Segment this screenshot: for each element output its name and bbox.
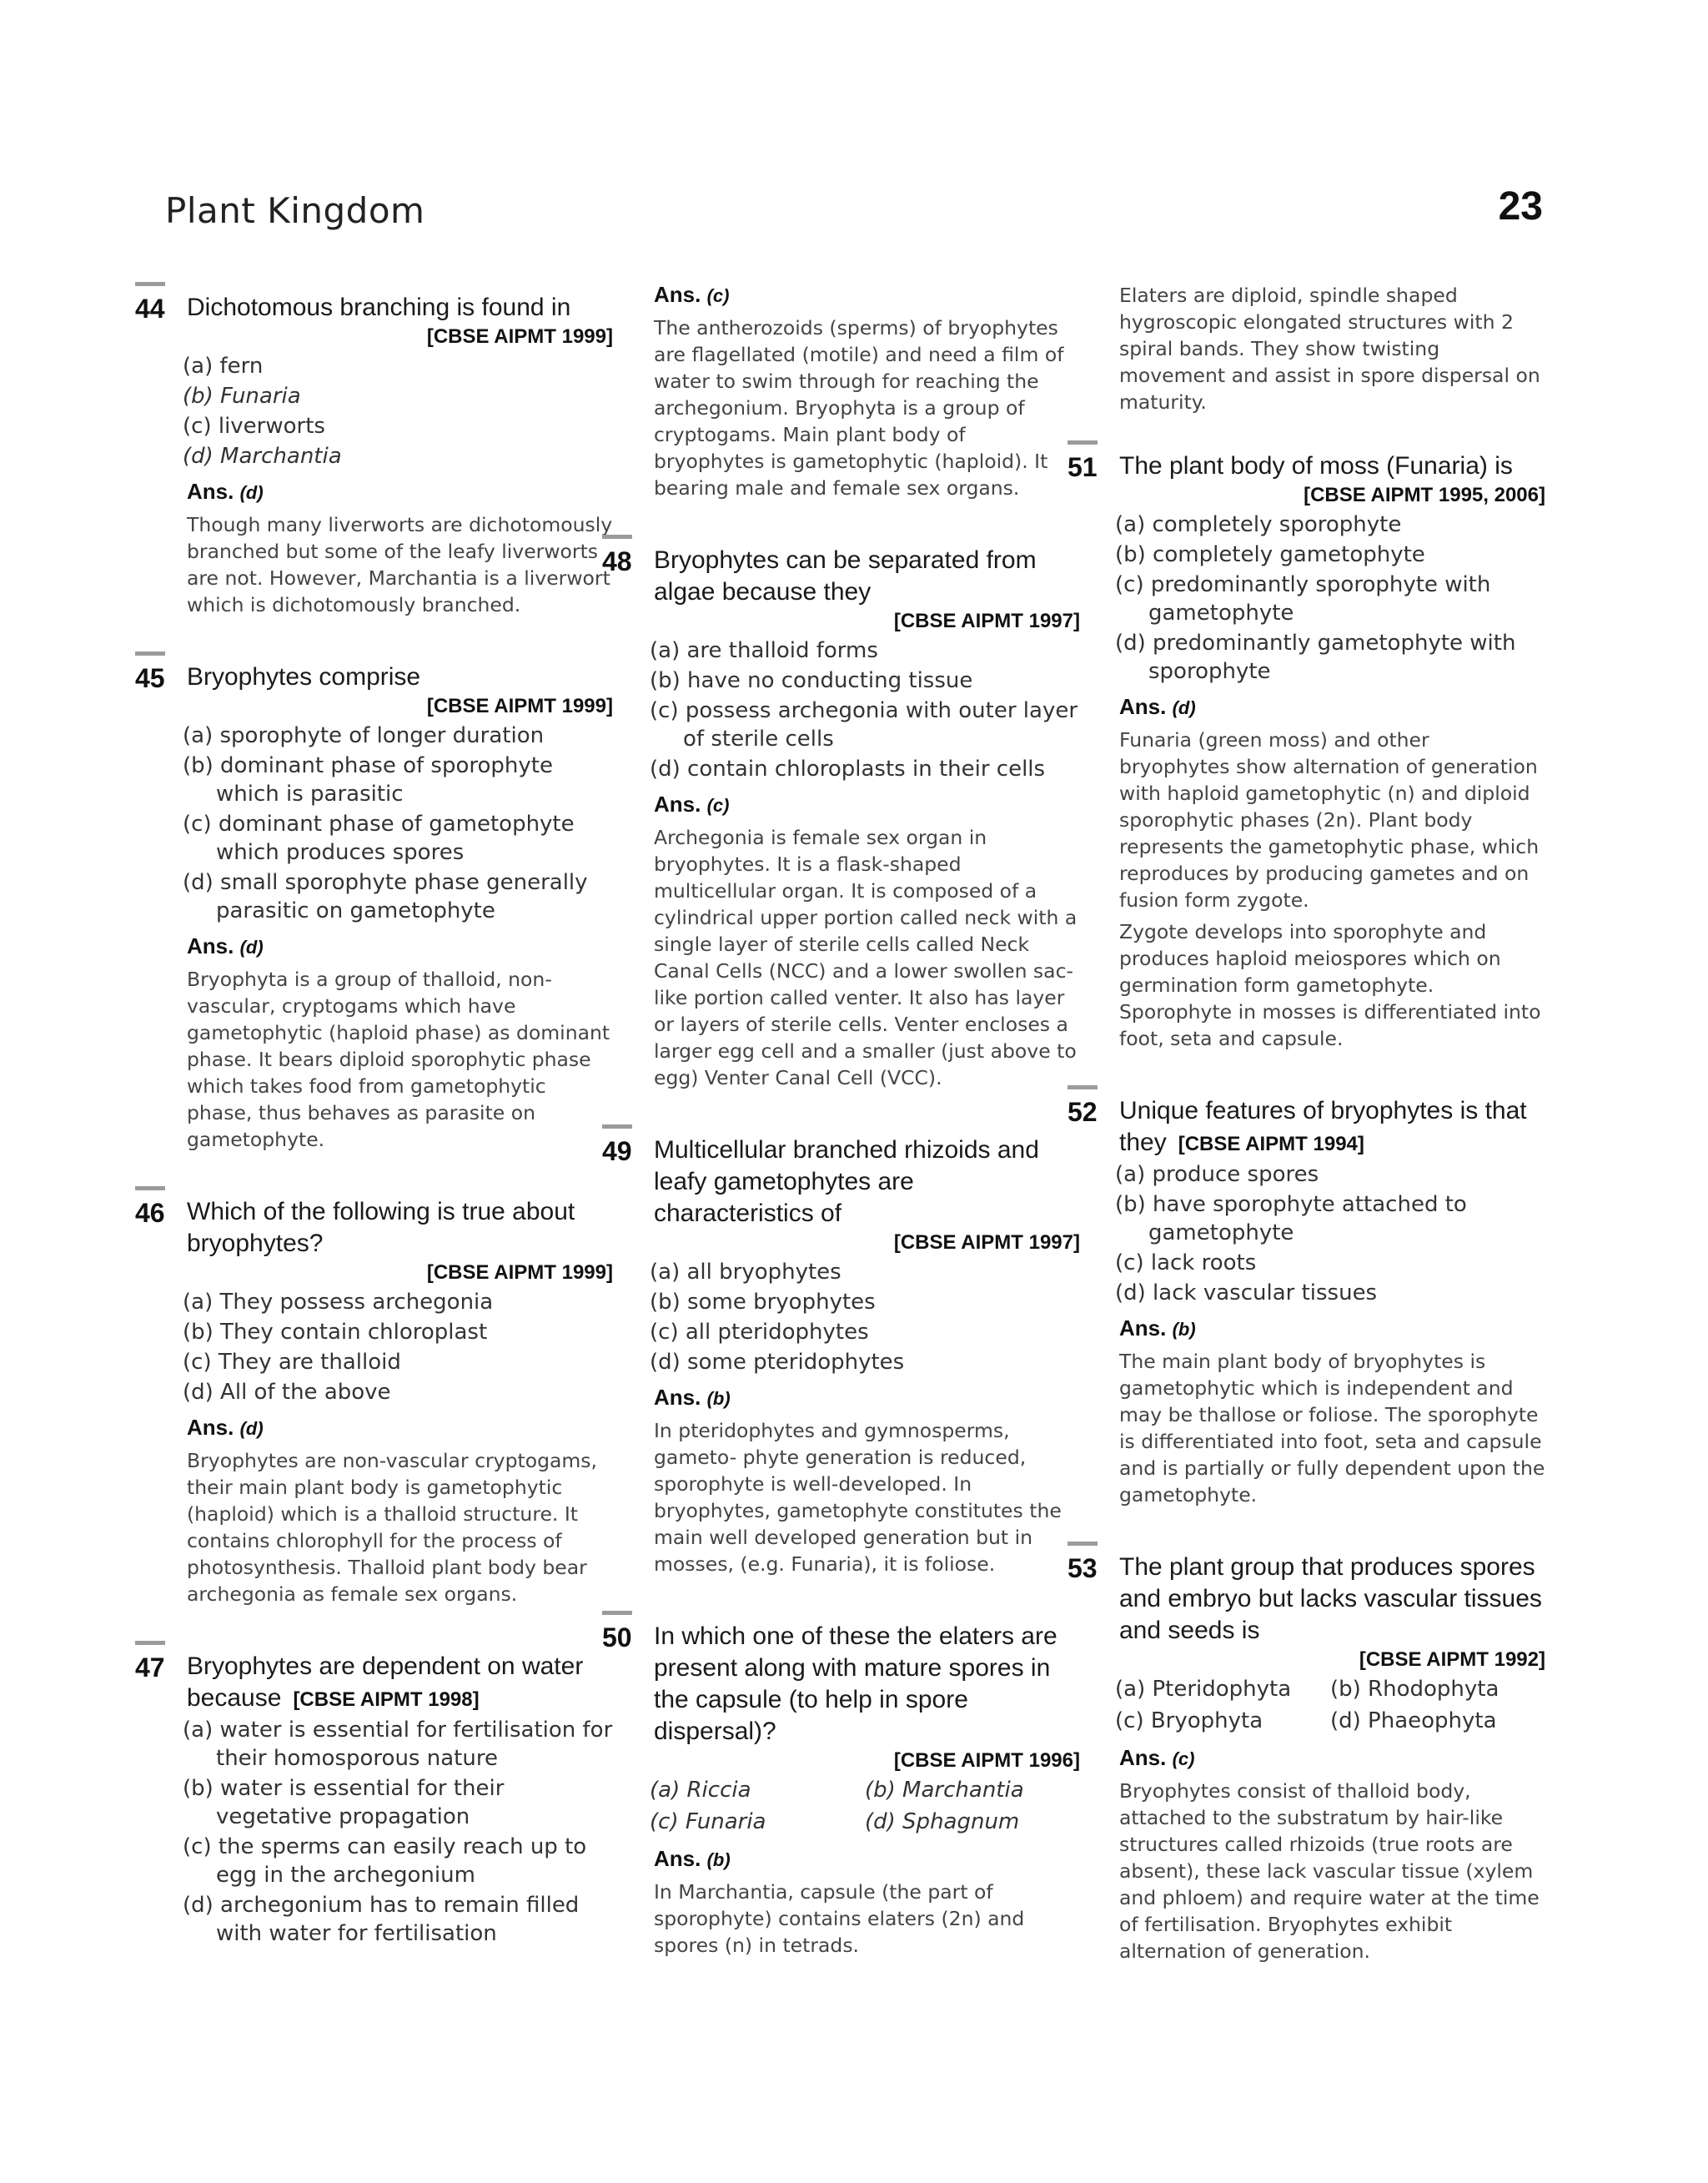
option-b: (b) They contain chloroplast [183,1320,488,1345]
answer-value: (b) [706,1849,731,1870]
answer [654,282,1080,308]
option-c: (c) They are thalloid [183,1350,401,1375]
explanation: Bryophyta is a group of thalloid, non-vascular, cryptogams which have gametophytic (haploid phase) as dominant phase. It bears diploid sporophytic phase which takes food from gametophytic phase, thus behaves as parasite on gametophyte. [187,968,610,1151]
question-48 [602,535,1080,1091]
option-a: (a) water is essential for fertilisation for their homosporous nature [183,1718,613,1771]
question-text: Multicellular branched rhizoids and leafy gametophytes are characteristics of [654,1136,1039,1227]
option-c: (c) lack roots [1115,1250,1257,1275]
column-1 [135,282,613,1949]
options [183,352,613,470]
explanation: Bryophytes consist of thalloid body, attached to the substratum by hair-like structures called rhizoids (true roots are absent), these lack vascular tissue (xylem and phloem) and require water at the time of fertilisation. Bryophytes exhibit alternation of generation. [1119,1779,1540,1963]
exam-tag: [CBSE AIPMT 1997] [893,610,1080,632]
option-b: (b) water is essential for their vegetative propagation [183,1776,505,1829]
option-a: (a) completely sporophyte [1115,512,1402,537]
column-2 [602,282,1080,1959]
option-a: (a) produce spores [1115,1162,1319,1187]
option-a: (a) Pteridophyta [1115,1677,1292,1702]
option-b: (b) Marchantia [865,1778,1024,1803]
question-number: 47 [135,1641,165,1683]
exam-tag: [CBSE AIPMT 1997] [893,1231,1080,1254]
exam-tag: [CBSE AIPMT 1998] [293,1688,480,1711]
option-d: (d) archegonium has to remain filled with water for fertilisation [183,1893,580,1946]
explanation-2: Zygote develops into sporophyte and produces haploid meiospores which on germination form gametophyte. Sporophyte in mosses is differentiated into foot, seta and capsule. [1119,920,1541,1050]
answer [654,1385,1080,1411]
question-text [187,1641,613,1714]
options [650,1258,1080,1376]
options [183,1288,613,1406]
answer-label: Ans. [1119,694,1167,719]
answer [187,1415,613,1441]
explanation: Funaria (green moss) and other bryophytes show alternation of generation with haploid gametophytic (n) and diploid sporophytic phases (2n). Plant body represents the gametophytic phase, which reproduces by producing gametes and on fusion form zygote. [1119,728,1540,912]
options [183,1716,613,1948]
answer-value: (b) [706,1388,731,1409]
question-45 [135,651,613,1153]
answer [187,933,613,959]
question-text: The plant group that produces spores and embryo but lacks vascular tissues and seeds is [1119,1553,1542,1644]
option-b: (b) have sporophyte attached to gametophyte [1115,1192,1467,1245]
answer-label: Ans. [1119,1315,1167,1340]
question-number: 44 [135,282,165,324]
answer-value: (d) [239,1418,264,1439]
option-d: (d) lack vascular tissues [1115,1280,1378,1305]
exam-tag: [CBSE AIPMT 1992] [1359,1648,1545,1671]
option-row-1 [650,1774,1080,1806]
option-c: (c) all pteridophytes [650,1320,869,1345]
exam-tag: [CBSE AIPMT 1999] [426,325,613,348]
option-b: (b) completely gametophyte [1115,542,1425,567]
question-text: Bryophytes comprise [187,663,421,691]
exam-tag: [CBSE AIPMT 1996] [893,1749,1080,1772]
option-d: (d) Sphagnum [865,1809,1020,1834]
option-c: (c) the sperms can easily reach up to egg in the archegonium [183,1834,587,1888]
question-number: 45 [135,651,165,693]
answer-label: Ans. [654,282,701,307]
option-a: (a) They possess archegonia [183,1290,494,1315]
page-number: 23 [1498,184,1543,229]
question-46 [135,1186,613,1607]
answer-label: Ans. [187,479,234,504]
question-44 [135,282,613,618]
option-row-2 [1115,1705,1545,1737]
answer-label: Ans. [654,1846,701,1871]
answer-value: (c) [706,795,730,816]
answer-label: Ans. [654,1385,701,1410]
option-a: (a) sporophyte of longer duration [183,723,545,748]
question-number: 49 [602,1124,632,1166]
question-47 [135,1641,613,1948]
answer-value: (d) [1172,697,1196,718]
explanation-continued: Elaters are diploid, spindle shaped hygroscopic elongated structures with 2 spiral bands. They show twisting movement and assist in spore dispersal on maturity. [1119,284,1540,414]
page-header-title: Plant Kingdom [165,190,425,231]
options [650,1774,1080,1838]
option-d: (d) some pteridophytes [650,1350,905,1375]
question-49 [602,1124,1080,1577]
option-c: (c) liverworts [183,414,325,439]
option-b: (b) some bryophytes [650,1290,876,1315]
question-50 [602,1611,1080,1959]
option-a: (a) are thalloid forms [650,638,878,663]
question-52 [1068,1085,1545,1508]
column-3 [1068,282,1545,1964]
question-number: 53 [1068,1542,1098,1583]
question-text [1119,1085,1545,1159]
question-53 [1068,1542,1545,1964]
options [650,636,1080,783]
answer-value: (d) [239,937,264,958]
options [1115,511,1545,686]
explanation: In Marchantia, capsule (the part of sporophyte) contains elaters (2n) and spores (n) in tetrads. [654,1880,1025,1957]
question-text-body: Unique features of bryophytes is that they [1119,1097,1527,1156]
answer-value: (b) [1172,1319,1196,1340]
option-a: (a) fern [183,354,264,379]
question-50-continued [1068,282,1545,415]
option-d: (d) Phaeophyta [1330,1708,1497,1733]
option-row-1 [1115,1673,1545,1705]
option-b: (b) have no conducting tissue [650,668,973,693]
option-d: (d) predominantly gametophyte with sporophyte [1115,631,1516,684]
option-d: (d) Marchantia [183,444,342,469]
option-c: (c) possess archegonia with outer layer of sterile cells [650,698,1078,752]
option-c: (c) Funaria [650,1809,766,1834]
question-text: Dichotomous branching is found in [187,294,571,321]
exam-tag: [CBSE AIPMT 1999] [426,1261,613,1284]
explanation: Archegonia is female sex organ in bryophytes. It is a flask-shaped multicellular organ. It is composed of a cylindrical upper portion called neck with a single layer of sterile cells called Neck Canal Cells (NCC) and a lower swollen sac-like portion called venter. It also has layer or layers of sterile cells. Venter encloses a larger egg cell and a smaller (just above to egg) Venter Canal Cell (VCC). [654,826,1078,1089]
answer-value: (c) [1172,1748,1195,1769]
answer-value: (c) [706,285,730,306]
option-c: (c) Bryophyta [1115,1708,1263,1733]
options [1115,1673,1545,1737]
options [183,722,613,925]
option-d: (d) contain chloroplasts in their cells [650,757,1046,782]
question-number: 48 [602,535,632,576]
exam-tag: [CBSE AIPMT 1994] [1178,1133,1364,1155]
option-a: (a) all bryophytes [650,1260,841,1285]
answer [654,1846,1080,1872]
option-b: (b) Rhodophyta [1330,1677,1500,1702]
question-text: Which of the following is true about bryophytes? [187,1198,575,1257]
question-47-answer [602,282,1080,501]
answer-value: (d) [239,482,264,503]
option-c: (c) dominant phase of gametophyte which produces spores [183,812,575,865]
question-number: 52 [1068,1085,1098,1127]
answer [1119,694,1545,720]
question-51 [1068,440,1545,1052]
question-text: Bryophytes can be separated from algae because they [654,546,1037,606]
exam-tag: [CBSE AIPMT 1995, 2006] [1304,484,1545,506]
question-text: In which one of these the elaters are present along with mature spores in the capsule (to help in spore dispersal)? [654,1622,1057,1745]
question-text-body: Bryophytes are dependent on water because [187,1652,584,1712]
option-d: (d) small sporophyte phase generally parasitic on gametophyte [183,870,588,923]
options [1115,1160,1545,1307]
explanation: The antherozoids (sperms) of bryophytes are flagellated (motile) and need a film of water to swim through for reaching the archegonium. Bryophyta is a group of cryptogams. Main plant body of bryophytes is gametophytic (haploid). It bearing male and female sex organs. [654,316,1064,500]
answer-label: Ans. [1119,1745,1167,1770]
exam-tag: [CBSE AIPMT 1999] [426,695,613,717]
option-c: (c) predominantly sporophyte with gametophyte [1115,572,1491,626]
question-text: The plant body of moss (Funaria) is [1119,452,1513,480]
option-row-2 [650,1806,1080,1838]
option-d: (d) All of the above [183,1380,391,1405]
answer-label: Ans. [187,933,234,958]
answer-label: Ans. [187,1415,234,1440]
question-number: 51 [1068,440,1098,482]
explanation: Though many liverworts are dichotomously branched but some of the leafy liverworts are not. However, Marchantia is a liverwort which is dichotomously branched. [187,513,613,616]
explanation: The main plant body of bryophytes is gametophytic which is independent and may be thallose or foliose. The sporophyte is differentiated into foot, seta and capsule and is partially or fully dependent upon the gametophyte. [1119,1350,1545,1506]
answer [654,792,1080,817]
question-number: 46 [135,1186,165,1228]
option-b: (b) dominant phase of sporophyte which is parasitic [183,753,553,807]
answer-label: Ans. [654,792,701,817]
question-number: 50 [602,1611,632,1652]
answer [187,479,613,505]
option-a: (a) Riccia [650,1778,751,1803]
answer [1119,1745,1545,1771]
option-b: (b) Funaria [183,384,301,409]
explanation: In pteridophytes and gymnosperms, gameto- phyte generation is reduced, sporophyte is well-developed. In bryophytes, gametophyte constitutes the main well developed generation but in mosses, (e.g. Funaria), it is foliose. [654,1419,1062,1576]
explanation: Bryophytes are non-vascular cryptogams, their main plant body is gametophytic (haploid) which is a thalloid structure. It contains chlorophyll for the process of photosynthesis. Thalloid plant body bear archegonia as female sex organs. [187,1449,598,1606]
answer [1119,1315,1545,1341]
